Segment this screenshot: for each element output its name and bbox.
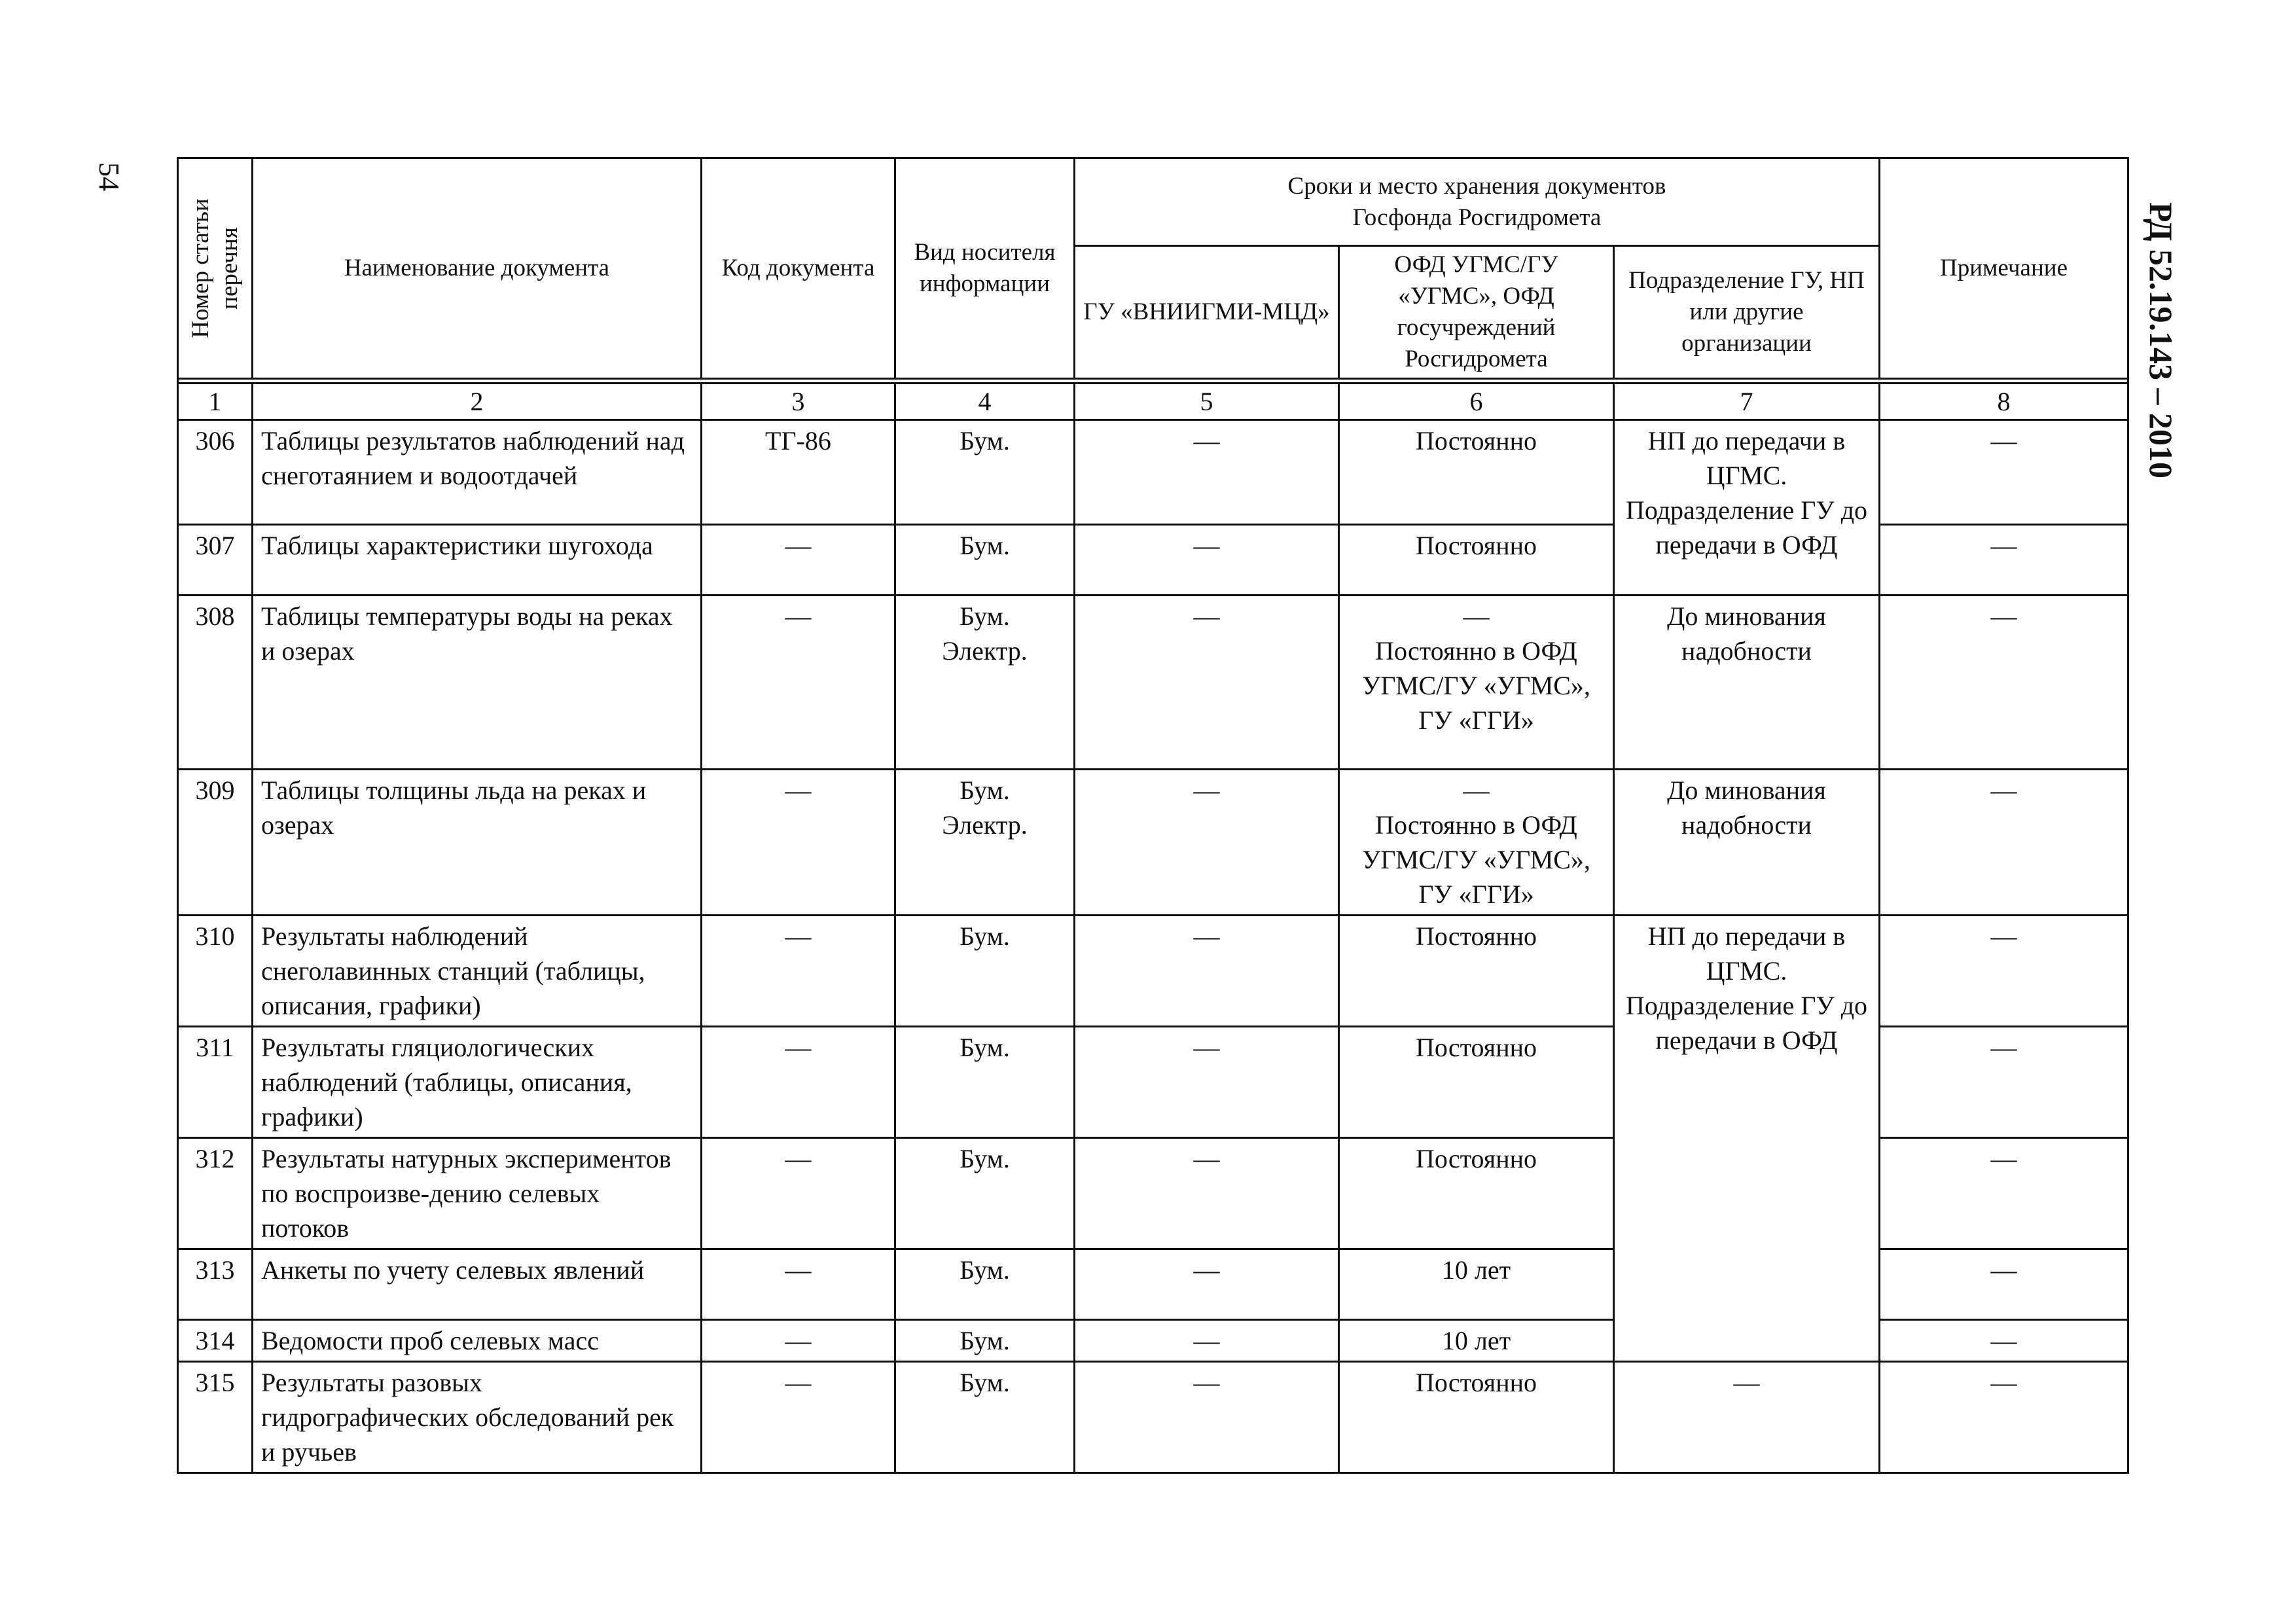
vniigmi-period: — bbox=[1075, 420, 1339, 525]
table-row bbox=[178, 596, 2128, 770]
header-ofd: ОФД УГМС/ГУ «УГМС», ОФД госучреждений Росгидромета bbox=[1339, 246, 1614, 379]
document-code: — bbox=[702, 1027, 895, 1138]
vniigmi-period: — bbox=[1075, 1320, 1339, 1362]
note: — bbox=[1880, 420, 2128, 525]
note: — bbox=[1880, 525, 2128, 596]
media-type: Бум. Электр. bbox=[895, 770, 1075, 916]
col-number: 5 bbox=[1075, 383, 1339, 420]
document-name: Результаты наблюдений снеголавинных станций (таблицы, описания, графики) bbox=[253, 916, 702, 1027]
vniigmi-period: — bbox=[1075, 596, 1339, 770]
col-number: 7 bbox=[1614, 383, 1880, 420]
col-number: 6 bbox=[1339, 383, 1614, 420]
item-number: 311 bbox=[178, 1027, 253, 1138]
ofd-period: 10 лет bbox=[1339, 1249, 1614, 1320]
vniigmi-period: — bbox=[1075, 1362, 1339, 1473]
header-item-number bbox=[178, 158, 253, 379]
ofd-period: Постоянно bbox=[1339, 1362, 1614, 1473]
vniigmi-period: — bbox=[1075, 525, 1339, 596]
header-note: Примечание bbox=[1880, 158, 2128, 379]
table-row bbox=[178, 420, 2128, 525]
media-type: Бум. bbox=[895, 420, 1075, 525]
ofd-period: Постоянно bbox=[1339, 1027, 1614, 1138]
media-type: Бум. Электр. bbox=[895, 596, 1075, 770]
header-storage-group: Сроки и место хранения документов Госфонда Росгидромета bbox=[1075, 158, 1880, 246]
item-number: 315 bbox=[178, 1362, 253, 1473]
table-row bbox=[178, 770, 2128, 916]
ofd-period: — Постоянно в ОФД УГМС/ГУ «УГМС», ГУ «ГГИ» bbox=[1339, 596, 1614, 770]
document-name: Результаты разовых гидрографических обследований рек и ручьев bbox=[253, 1362, 702, 1473]
header-item-number-text: Номер статьи перечня bbox=[187, 198, 243, 338]
item-number: 306 bbox=[178, 420, 253, 525]
note: — bbox=[1880, 1249, 2128, 1320]
subdivision-period: До минования надобности bbox=[1614, 596, 1880, 770]
item-number: 307 bbox=[178, 525, 253, 596]
document-code: — bbox=[702, 1249, 895, 1320]
item-number: 308 bbox=[178, 596, 253, 770]
col-number: 3 bbox=[702, 383, 895, 420]
document-name: Результаты гляциологических наблюдений (таблицы, описания, графики) bbox=[253, 1027, 702, 1138]
page-number: 54 bbox=[93, 162, 125, 191]
document-name: Таблицы толщины льда на реках и озерах bbox=[253, 770, 702, 916]
ofd-period: Постоянно bbox=[1339, 420, 1614, 525]
subdivision-period-merged: НП до передачи в ЦГМС. Подразделение ГУ до передачи в ОФД bbox=[1614, 420, 1880, 596]
header-vniigmi: ГУ «ВНИИГМИ-МЦД» bbox=[1075, 246, 1339, 379]
document-name: Таблицы характеристики шугохода bbox=[253, 525, 702, 596]
col-number: 2 bbox=[253, 383, 702, 420]
media-type: Бум. bbox=[895, 1362, 1075, 1473]
ofd-period: Постоянно bbox=[1339, 1138, 1614, 1249]
document-name: Таблицы температуры воды на реках и озерах bbox=[253, 596, 702, 770]
note: — bbox=[1880, 1362, 2128, 1473]
ofd-period: 10 лет bbox=[1339, 1320, 1614, 1362]
note: — bbox=[1880, 916, 2128, 1027]
document-code: — bbox=[702, 1138, 895, 1249]
subdivision-period: До минования надобности bbox=[1614, 770, 1880, 916]
document-code: — bbox=[702, 1362, 895, 1473]
document-code: — bbox=[702, 1320, 895, 1362]
vniigmi-period: — bbox=[1075, 770, 1339, 916]
col-number: 1 bbox=[178, 383, 253, 420]
note: — bbox=[1880, 596, 2128, 770]
note: — bbox=[1880, 1138, 2128, 1249]
media-type: Бум. bbox=[895, 525, 1075, 596]
media-type: Бум. bbox=[895, 1027, 1075, 1138]
document-code: — bbox=[702, 525, 895, 596]
header-document-code: Код документа bbox=[702, 158, 895, 379]
media-type: Бум. bbox=[895, 1320, 1075, 1362]
ofd-period: Постоянно bbox=[1339, 916, 1614, 1027]
document-code: — bbox=[702, 916, 895, 1027]
document-name: Результаты натурных экспериментов по воспроизве-дению селевых потоков bbox=[253, 1138, 702, 1249]
document-name: Анкеты по учету селевых явлений bbox=[253, 1249, 702, 1320]
header-gap bbox=[178, 379, 2128, 383]
document-code: РД 52.19.143 – 2010 bbox=[2143, 202, 2179, 479]
vniigmi-period: — bbox=[1075, 1138, 1339, 1249]
header-subdivision: Подразделение ГУ, НП или другие организации bbox=[1614, 246, 1880, 379]
item-number: 312 bbox=[178, 1138, 253, 1249]
ofd-period: — Постоянно в ОФД УГМС/ГУ «УГМС», ГУ «ГГИ» bbox=[1339, 770, 1614, 916]
note: — bbox=[1880, 1320, 2128, 1362]
media-type: Бум. bbox=[895, 1138, 1075, 1249]
subdivision-period-merged: НП до передачи в ЦГМС. Подразделение ГУ до передачи в ОФД bbox=[1614, 916, 1880, 1362]
subdivision-period: — bbox=[1614, 1362, 1880, 1473]
header-media-type: Вид носителя информации bbox=[895, 158, 1075, 379]
table-row bbox=[178, 916, 2128, 1027]
ofd-period: Постоянно bbox=[1339, 525, 1614, 596]
note: — bbox=[1880, 770, 2128, 916]
item-number: 309 bbox=[178, 770, 253, 916]
table-row bbox=[178, 1362, 2128, 1473]
media-type: Бум. bbox=[895, 1249, 1075, 1320]
col-number: 8 bbox=[1880, 383, 2128, 420]
vniigmi-period: — bbox=[1075, 916, 1339, 1027]
item-number: 310 bbox=[178, 916, 253, 1027]
col-number: 4 bbox=[895, 383, 1075, 420]
document-name: Таблицы результатов наблюдений над снеготаянием и водоотдачей bbox=[253, 420, 702, 525]
media-type: Бум. bbox=[895, 916, 1075, 1027]
document-code: — bbox=[702, 770, 895, 916]
column-numbers-row bbox=[178, 383, 2128, 420]
item-number: 314 bbox=[178, 1320, 253, 1362]
document-name: Ведомости проб селевых масс bbox=[253, 1320, 702, 1362]
vniigmi-period: — bbox=[1075, 1027, 1339, 1138]
document-code: ТГ-86 bbox=[702, 420, 895, 525]
header-document-name: Наименование документа bbox=[253, 158, 702, 379]
document-retention-table bbox=[177, 157, 2129, 1474]
item-number: 313 bbox=[178, 1249, 253, 1320]
note: — bbox=[1880, 1027, 2128, 1138]
document-code: — bbox=[702, 596, 895, 770]
vniigmi-period: — bbox=[1075, 1249, 1339, 1320]
